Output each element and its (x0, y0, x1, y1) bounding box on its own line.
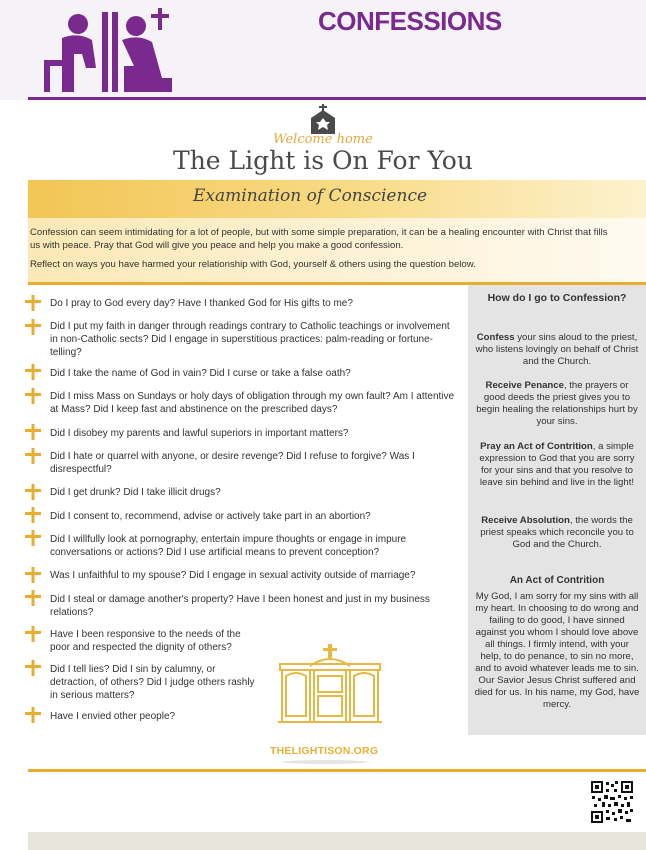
cross-bullet-icon (25, 707, 41, 723)
step-text: , a simple expression to God that you are sorry for your sins and that you resolve to leave sin behind and live in the light! (479, 441, 635, 488)
confession-logo-icon (40, 6, 180, 94)
qr-code-icon[interactable] (590, 780, 634, 824)
question-item: Have I envied other people? (50, 711, 176, 722)
examination-title: Examination of Conscience (193, 186, 428, 206)
question-item: Did I get drunk? Did I take illicit drugs? (50, 487, 221, 498)
cross-bullet-icon (25, 567, 41, 583)
question-item: Did I consent to, recommend, advise or actively take part in an abortion? (50, 511, 371, 522)
prayer-title: An Act of Contrition (509, 575, 605, 586)
church-icon (309, 104, 337, 134)
bottom-divider (28, 769, 646, 772)
step-receive-absolution (474, 515, 640, 551)
cross-bullet-icon (25, 319, 41, 335)
question-item: Have I been responsive to the needs of the poor and respected the dignity of others? (50, 629, 241, 653)
intro-paragraph: Confession can seem intimidating for a lot of people, but with some simple preparation, it can be a healing encounter with Christ that fills us with peace. Pray that God will give you peace and help you make a good confession. (30, 227, 608, 251)
step-text: , the words the priest speaks which reconcile you to God and the Church. (480, 515, 634, 550)
question-item: Did I miss Mass on Sundays or holy days of obligation through my own fault? Am I attentive at Mass? Did I keep fast and abstinence on the prescribed days? (50, 391, 455, 415)
cross-bullet-icon (25, 507, 41, 523)
website-shadow (282, 760, 368, 764)
page-title: The Light is On For You (173, 146, 473, 175)
step-confess (474, 332, 640, 368)
prayer-text: My God, I am sorry for my sins with all my heart. In choosing to do wrong and failing to do good, I have sinned against you whom I should love above all things. I firmly intend, with your help, to do penance, to sin no more, and to avoid whatever leads me to sin. Our Savior Jesus Christ suffered and died for us. In his name, my God, have mercy. (474, 591, 640, 710)
header-title: CONFESSIONS (318, 6, 502, 36)
step-text: , the prayers or good deeds the priest gives you to begin healing the relationships hurt by your sins. (476, 380, 638, 427)
question-item: Did I tell lies? Did I sin by calumny, or detraction, of others? Did I judge others rashly in serious matters? (50, 664, 255, 701)
header-divider (28, 97, 646, 100)
step-label: Pray an Act of Contrition (480, 441, 593, 452)
cross-bullet-icon (25, 364, 41, 380)
question-item: Was I unfaithful to my spouse? Did I engage in sexual activity outside of marriage? (50, 570, 416, 581)
cross-bullet-icon (25, 530, 41, 546)
footer-band (28, 832, 646, 850)
question-item: Did I take the name of God in vain? Did I curse or take a false oath? (50, 368, 351, 379)
question-item: Did I hate or quarrel with anyone, or desire revenge? Did I refuse to forgive? Was I disrespectful? (50, 451, 415, 475)
question-item: Do I pray to God every day? Have I thanked God for His gifts to me? (50, 298, 353, 309)
question-item: Did I disobey my parents and lawful superiors in important matters? (50, 428, 349, 439)
cross-bullet-icon (25, 295, 41, 311)
question-item: Did I steal or damage another's property? Have I been honest and just in my business relations? (50, 594, 430, 618)
cross-bullet-icon (25, 484, 41, 500)
cross-bullet-icon (25, 448, 41, 464)
step-label: Receive Penance (485, 380, 564, 391)
cross-bullet-icon (25, 626, 41, 642)
step-text: your sins aloud to the priest, who listens lovingly on behalf of Christ and the Church. (475, 332, 639, 367)
website-link[interactable]: THELIGHTISON.ORG (270, 745, 379, 757)
step-label: Confess (476, 332, 515, 343)
welcome-tagline: Welcome home (273, 132, 373, 147)
cross-bullet-icon (25, 590, 41, 606)
step-receive-penance (474, 380, 640, 428)
sidebar-heading: How do I go to Confession? (487, 292, 627, 304)
step-label: Receive Absolution (481, 515, 570, 526)
cross-bullet-icon (25, 388, 41, 404)
cross-bullet-icon (25, 660, 41, 676)
confessional-icon (278, 642, 382, 724)
instruction-paragraph: Reflect on ways you have harmed your relationship with God, yourself & others using the question below. (30, 259, 476, 270)
question-item: Did I put my faith in danger through readings contrary to Catholic teachings or involvement in non-Catholic sects? Did I engage in superstitious practices: palm-reading or fortune-telling? (50, 321, 450, 358)
cross-bullet-icon (25, 424, 41, 440)
step-act-of-contrition (474, 441, 640, 489)
question-item: Did I willfully look at pornography, entertain impure thoughts or engage in impure conversations or actions? Did I use artificial means to prevent conception? (50, 534, 407, 558)
